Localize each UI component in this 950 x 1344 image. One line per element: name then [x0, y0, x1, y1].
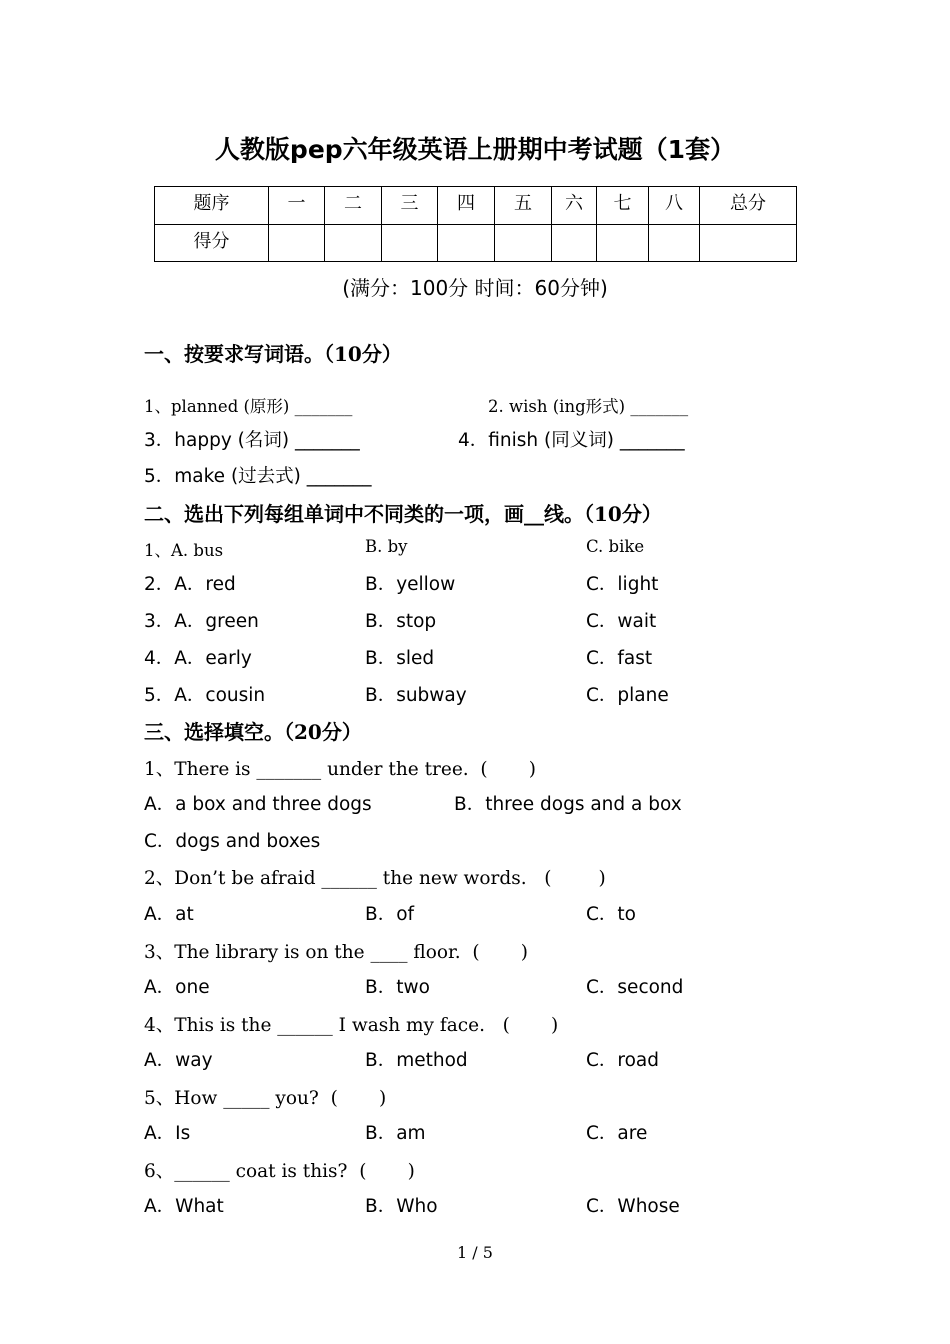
answer-option: C．to — [586, 904, 636, 925]
section1-item: 4．finish (同义词) _______ — [458, 430, 685, 451]
answer-option: A．way — [144, 1050, 213, 1071]
score-header-cell: 三 — [382, 187, 438, 225]
question-text: 2、Don’t be afraid ______ the new words. ( ) — [144, 868, 606, 889]
score-cell[interactable] — [552, 224, 597, 262]
answer-option: C．are — [586, 1123, 648, 1144]
section2-option-a: 3．A．green — [144, 611, 259, 632]
section2-option-b: B．sled — [365, 648, 435, 669]
section2-option-c: C．light — [586, 574, 659, 595]
section2-option-c: C．plane — [586, 685, 669, 706]
section2-option-b: B．subway — [365, 685, 467, 706]
score-cell[interactable] — [269, 224, 325, 262]
section2-option-a: 2．A．red — [144, 574, 236, 595]
section2-option-b: B．yellow — [365, 574, 456, 595]
score-header-cell: 二 — [325, 187, 382, 225]
answer-option: B．Who — [365, 1196, 438, 1217]
question-text: 6、______ coat is this? ( ) — [144, 1161, 415, 1182]
answer-option: B．three dogs and a box — [454, 794, 682, 815]
answer-option: A．one — [144, 977, 210, 998]
answer-option: C．second — [586, 977, 684, 998]
question-text: 4、This is the ______ I wash my face. ( ) — [144, 1015, 559, 1036]
section2-option-a: 5．A．cousin — [144, 685, 266, 706]
score-cell[interactable] — [597, 224, 649, 262]
answer-option: C．Whose — [586, 1196, 680, 1217]
page-title: 人教版pep六年级英语上册期中考试题（1套） — [214, 135, 736, 164]
score-header-cell: 四 — [438, 187, 495, 225]
score-cell[interactable] — [438, 224, 495, 262]
answer-option: A．a box and three dogs — [144, 794, 372, 815]
answer-option: B．method — [365, 1050, 468, 1071]
section3-heading: 三、选择填空。（20分） — [144, 720, 362, 744]
score-cell[interactable] — [382, 224, 438, 262]
section1-item: 1、planned (原形) _______ — [144, 397, 353, 416]
section2-option-c: C. bike — [586, 537, 645, 556]
question-text: 3、The library is on the ____ floor. ( ) — [144, 942, 529, 963]
score-header-cell: 一 — [269, 187, 325, 225]
score-header-cell: 总分 — [700, 187, 797, 225]
section1-heading: 一、按要求写词语。（10分） — [144, 342, 402, 366]
answer-option: A．Is — [144, 1123, 191, 1144]
section2-option-a: 4．A．early — [144, 648, 252, 669]
section1-item: 2. wish (ing形式) _______ — [488, 397, 689, 416]
answer-option: B．two — [365, 977, 430, 998]
section2-heading: 二、选出下列每组单词中不同类的一项，画__线。（10分） — [144, 502, 662, 526]
score-header-cell: 八 — [649, 187, 700, 225]
answer-option: A．What — [144, 1196, 224, 1217]
score-table-score-row — [155, 224, 797, 262]
score-table — [154, 186, 797, 262]
section2-option-a: 1、A. bus — [144, 541, 224, 560]
answer-option: B．am — [365, 1123, 426, 1144]
score-cell[interactable] — [325, 224, 382, 262]
question-text: 1、There is _______ under the tree. ( ) — [144, 759, 537, 780]
answer-option: C．dogs and boxes — [144, 831, 321, 852]
score-cell[interactable] — [700, 224, 797, 262]
section2-option-b: B. by — [365, 537, 408, 556]
score-row-label: 得分 — [155, 224, 269, 262]
question-text: 5、How _____ you? ( ) — [144, 1088, 387, 1109]
page-number: 1 / 5 — [457, 1243, 493, 1262]
section2-option-c: C．fast — [586, 648, 653, 669]
score-header-cell: 五 — [495, 187, 552, 225]
section2-option-c: C．wait — [586, 611, 657, 632]
score-header-cell: 六 — [552, 187, 597, 225]
score-cell[interactable] — [649, 224, 700, 262]
exam-info: (满分：100分 时间：60分钟) — [342, 276, 608, 300]
score-header-cell: 七 — [597, 187, 649, 225]
section1-item: 3．happy (名词) _______ — [144, 430, 360, 451]
score-table-header-row — [155, 187, 797, 225]
score-header-cell: 题序 — [155, 187, 269, 225]
score-cell[interactable] — [495, 224, 552, 262]
section2-option-b: B．stop — [365, 611, 437, 632]
answer-option: B．of — [365, 904, 415, 925]
answer-option: A．at — [144, 904, 194, 925]
section1-item: 5．make (过去式) _______ — [144, 466, 372, 487]
answer-option: C．road — [586, 1050, 660, 1071]
